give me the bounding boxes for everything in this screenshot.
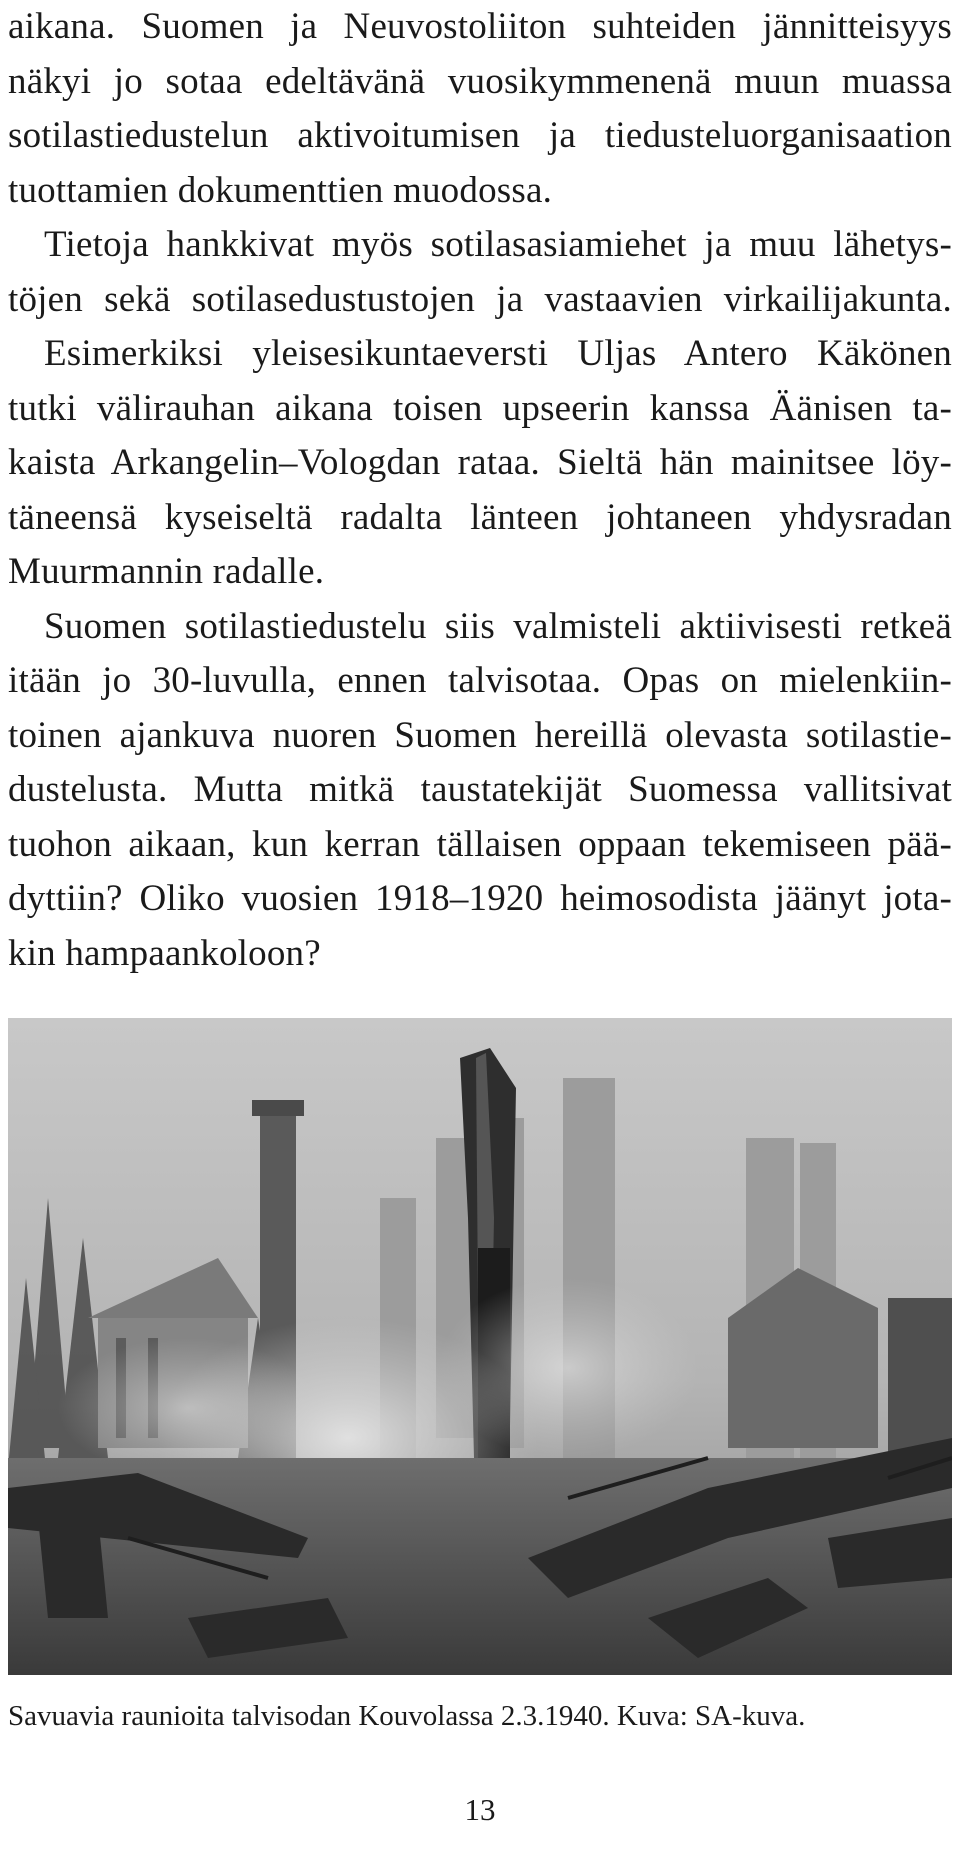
page-number: 13 [464,1792,496,1827]
text-line: itään jo 30-luvulla, ennen talvisotaa. Opas on mielenkiin- [8,660,952,701]
text-line: Muurmannin radalle. [8,551,325,592]
text-line: näkyi jo sotaa edeltävänä vuosikymmenenä muun muassa [8,60,952,102]
text-line: Tietoja hankkivat myös sotilasasiamiehet ja muu lähetys- [44,224,952,265]
photo-caption: Savuavia raunioita talvisodan Kouvolassa 2.3.1940. Kuva: SA-kuva. [8,1700,806,1732]
ruins-photo [8,1018,952,1675]
text-line: tuottamien dokumenttien muodossa. [8,169,553,211]
text-line: Esimerkiksi yleisesikuntaeversti Uljas Antero Käkönen [44,333,952,374]
body-text [8,0,952,981]
text-line: kaista Arkangelin–Vologdan rataa. Sieltä hän mainitsee löy- [8,442,952,483]
text-line: täneensä kyseiseltä radalta länteen johtaneen yhdysradan [8,496,952,538]
text-line: dyttiin? Oliko vuosien 1918–1920 heimosodista jäänyt jota- [8,878,952,919]
text-line: tuohon aikaan, kun kerran tällaisen oppaan tekemiseen pää- [8,823,952,865]
text-line: aikana. Suomen ja Neuvostoliiton suhteiden jännitteisyys [8,6,952,47]
ruins-photo-illustration [8,1018,952,1675]
text-line: kin hampaankoloon? [8,932,321,974]
text-line: Suomen sotilastiedustelu siis valmisteli aktiivisesti retkeä [44,605,952,647]
text-line: toinen ajankuva nuoren Suomen hereillä olevasta sotilastie- [8,714,952,756]
text-line: dustelusta. Mutta mitkä taustatekijät Suomessa vallitsivat [8,769,952,810]
text-line: sotilastiedustelun aktivoitumisen ja tiedusteluorganisaation [8,115,952,156]
text-line: töjen sekä sotilasedustustojen ja vastaavien virkailijakunta. [8,278,952,320]
text-line: tutki välirauhan aikana toisen upseerin kanssa Äänisen ta- [8,387,952,429]
